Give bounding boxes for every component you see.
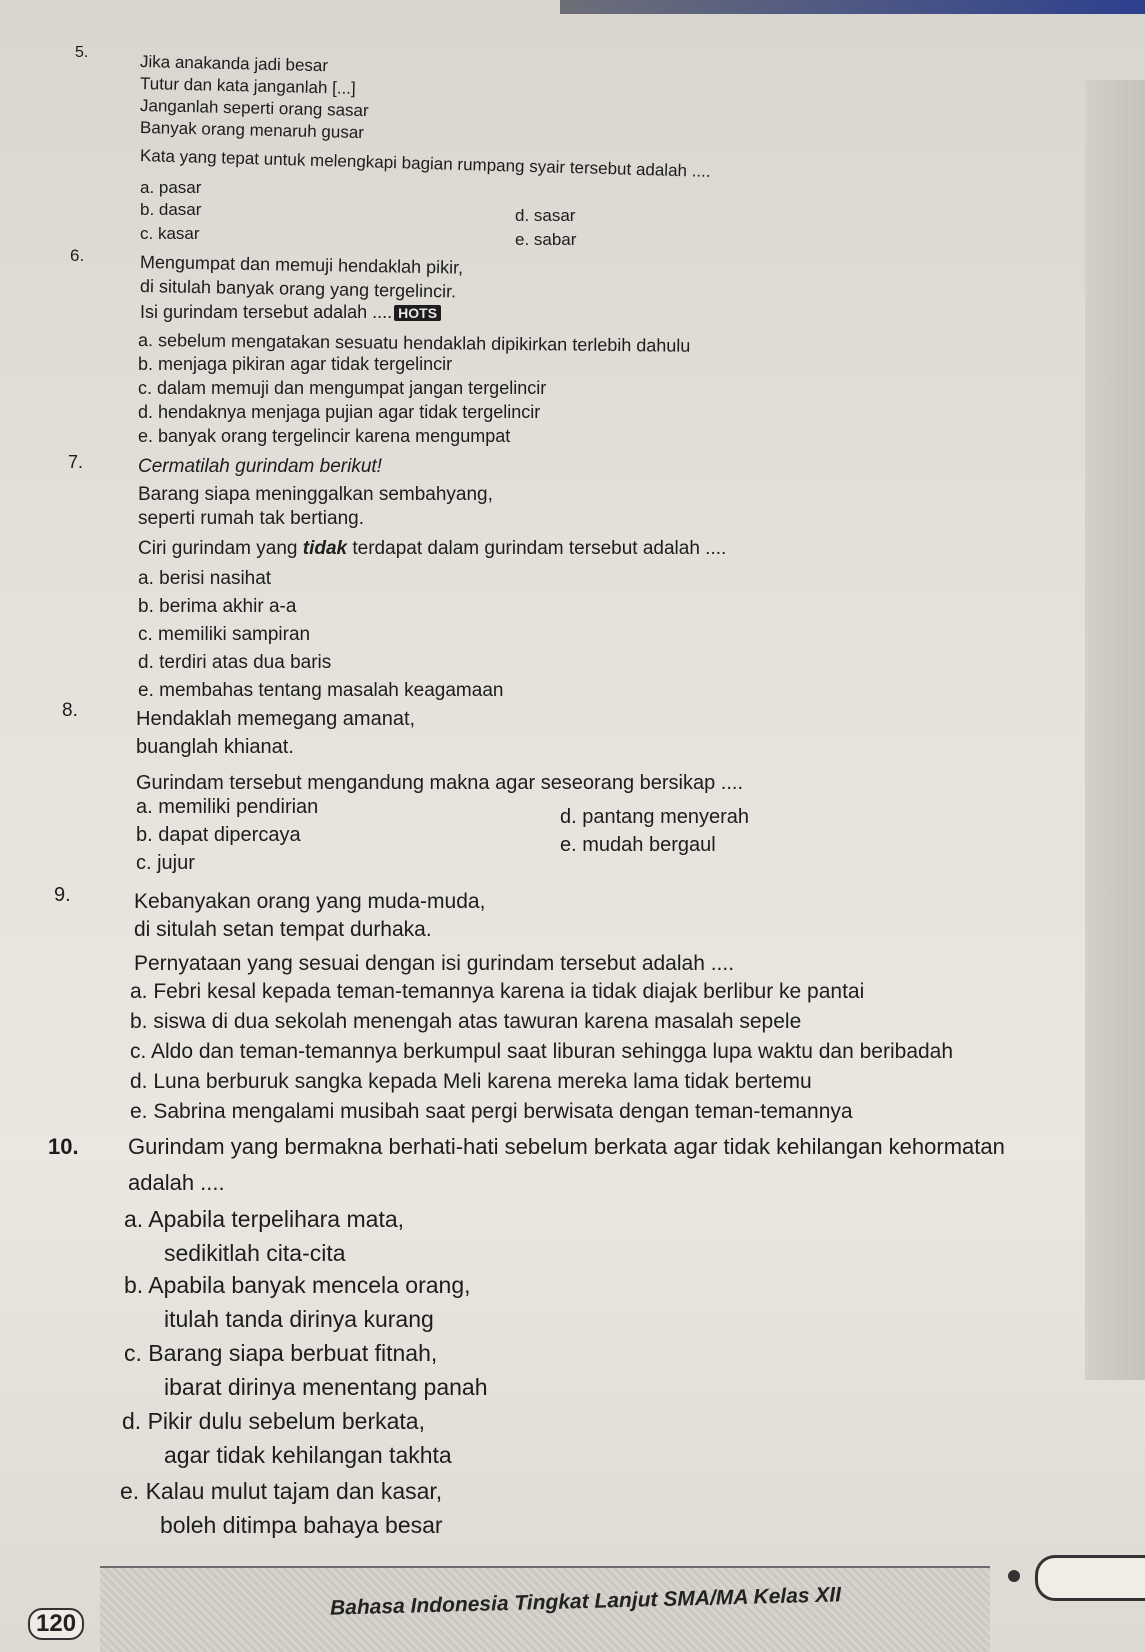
option-a-line2: sedikitlah cita-cita <box>164 1240 346 1266</box>
option-e-line2: boleh ditimpa bahaya besar <box>160 1512 443 1538</box>
question-line: seperti rumah tak bertiang. <box>138 508 365 529</box>
question-number: 6. <box>70 246 85 265</box>
option-b: b. berima akhir a-a <box>138 596 297 617</box>
option-a: a. sebelum mengatakan sesuatu hendaklah dipikirkan terlebih dahulu <box>137 330 691 356</box>
option-e: e. Kalau mulut tajam dan kasar, <box>120 1478 443 1504</box>
question-line: adalah .... <box>128 1170 225 1195</box>
question-prompt: Kata yang tepat untuk melengkapi bagian rumpang syair tersebut adalah .... <box>139 146 711 181</box>
option-e: e. membahas tentang masalah keagamaan <box>138 680 504 701</box>
option-e: e. Sabrina mengalami musibah saat pergi berwisata dengan teman-temannya <box>130 1100 853 1123</box>
question-prompt: Pernyataan yang sesuai dengan isi gurindam tersebut adalah .... <box>134 952 735 975</box>
question-line: di situlah setan tempat durhaka. <box>134 918 432 941</box>
question-line: Barang siapa meninggalkan sembahyang, <box>138 484 493 505</box>
option-d: d. terdiri atas dua baris <box>138 652 332 673</box>
option-b: b. Apabila banyak mencela orang, <box>124 1272 471 1298</box>
option-c: c. kasar <box>140 224 200 243</box>
option-b-line2: itulah tanda dirinya kurang <box>164 1306 434 1332</box>
option-c: c. jujur <box>136 852 195 874</box>
footer-decoration-dot <box>1008 1570 1020 1582</box>
option-c: c. dalam memuji dan mengumpat jangan tergelincir <box>138 378 547 398</box>
page-number: 120 <box>28 1608 84 1640</box>
option-a: a. berisi nasihat <box>138 568 272 589</box>
option-a: a. memiliki pendirian <box>136 796 319 818</box>
question-line: Mengumpat dan memuji hendaklah pikir, <box>139 252 464 278</box>
option-d: d. sasar <box>515 206 576 225</box>
option-a: a. pasar <box>140 178 202 197</box>
question-number: 10. <box>48 1134 79 1159</box>
question-line: Hendaklah memegang amanat, <box>136 708 416 730</box>
question-line: Banyak orang menaruh gusar <box>139 118 365 143</box>
option-c-line2: ibarat dirinya menentang panah <box>164 1374 488 1400</box>
hots-badge: HOTS <box>394 305 441 321</box>
question-prompt: Isi gurindam tersebut adalah .... HOTS <box>140 302 441 323</box>
question-number: 7. <box>68 452 84 472</box>
question-line: Gurindam yang bermakna berhati-hati sebelum berkata agar tidak kehilangan kehormatan <box>128 1134 1005 1159</box>
option-e: e. sabar <box>515 230 577 249</box>
option-b: b. siswa di dua sekolah menengah atas tawuran karena masalah sepele <box>130 1010 802 1033</box>
question-number: 8. <box>62 700 78 721</box>
question-line: Kebanyakan orang yang muda-muda, <box>134 890 486 913</box>
option-b: b. dapat dipercaya <box>136 824 301 846</box>
question-line: Jika anakanda jadi besar <box>139 52 329 76</box>
option-c: c. Barang siapa berbuat fitnah, <box>124 1340 438 1366</box>
background-edge <box>560 0 1145 14</box>
option-b: b. dasar <box>140 200 202 219</box>
question-prompt: Ciri gurindam yang tidak terdapat dalam gurindam tersebut adalah .... <box>138 538 727 559</box>
footer-decoration <box>1035 1555 1145 1601</box>
option-c: c. Aldo dan teman-temannya berkumpul saat liburan sehingga lupa waktu dan beribadah <box>130 1040 954 1063</box>
option-d-line2: agar tidak kehilangan takhta <box>164 1442 452 1468</box>
option-d: d. Pikir dulu sebelum berkata, <box>122 1408 425 1434</box>
option-d: d. pantang menyerah <box>560 806 750 828</box>
page-edge <box>1085 80 1145 1380</box>
option-b: b. menjaga pikiran agar tidak tergelincir <box>138 354 453 374</box>
question-line: di situlah banyak orang yang tergelincir. <box>139 276 457 302</box>
question-number: 5. <box>75 44 89 61</box>
option-e: e. banyak orang tergelincir karena mengumpat <box>138 426 511 446</box>
option-a: a. Apabila terpelihara mata, <box>124 1206 405 1232</box>
option-d: d. Luna berburuk sangka kepada Meli karena mereka lama tidak bertemu <box>130 1070 812 1093</box>
question-line: Janganlah seperti orang sasar <box>139 96 369 121</box>
option-e: e. mudah bergaul <box>560 834 716 856</box>
question-number: 9. <box>54 884 71 906</box>
book-title: Bahasa Indonesia Tingkat Lanjut SMA/MA Kelas XII <box>329 1583 842 1620</box>
option-a: a. Febri kesal kepada teman-temannya karena ia tidak diajak berlibur ke pantai <box>130 980 865 1003</box>
question-prompt: Gurindam tersebut mengandung makna agar seseorang bersikap .... <box>136 772 744 794</box>
option-d: d. hendaknya menjaga pujian agar tidak tergelincir <box>138 402 541 422</box>
option-c: c. memiliki sampiran <box>138 624 311 645</box>
question-line: buanglah khianat. <box>136 736 294 758</box>
question-line: Tutur dan kata janganlah [...] <box>139 74 356 98</box>
question-line: Cermatilah gurindam berikut! <box>138 456 382 477</box>
